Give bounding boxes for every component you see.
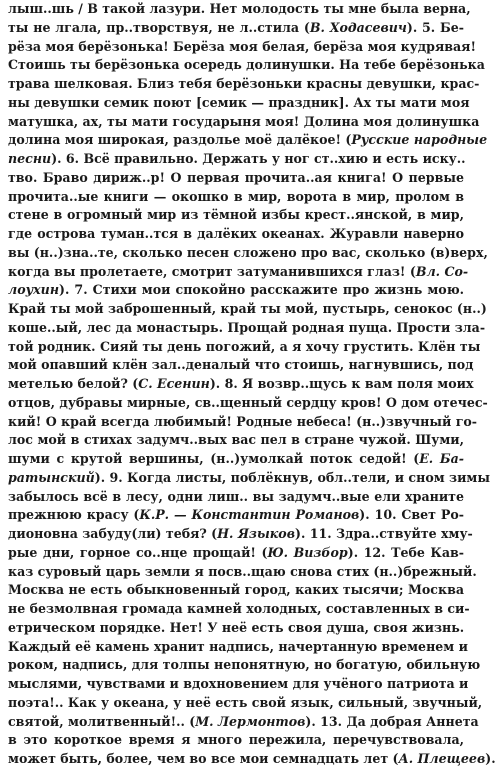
italic-citation: М. Лермонтов: [195, 713, 306, 729]
text-run: трава шелковая. Близ тебя берёзоньки красны девушки, крас-: [8, 76, 480, 91]
italic-citation: К.Р. — Константин Романов: [139, 507, 360, 523]
text-line: [8, 338, 481, 357]
text-run: шуми с крутой вершины, (н..)умолкай поток седой! (: [8, 451, 420, 466]
text-line: [8, 619, 464, 638]
text-run: святой, молитвенный!.. (: [8, 713, 196, 729]
text-run: прежнюю красу (: [8, 507, 140, 523]
text-line: [8, 469, 490, 488]
document-page: [8, 0, 496, 769]
text-line: [8, 319, 486, 338]
italic-citation: С. Есенин: [138, 376, 210, 391]
text-run: Каждый её камень хранит надпись, начертанную временем и: [8, 638, 468, 654]
text-run: ). 6. Всё правильно. Держать у ног ст..хию и есть иску..: [51, 151, 466, 166]
text-run: кий! О край всегда любимый! Родные небеса! (н..)звучный го-: [8, 413, 478, 429]
text-line: [8, 356, 474, 375]
text-run: Стоишь ты берёзонька осередь долинушки. На тебе берёзонька: [8, 57, 485, 73]
text-line: [8, 19, 464, 38]
text-line: [8, 188, 464, 207]
text-line: [8, 450, 464, 469]
text-line: [8, 506, 464, 525]
text-line: [8, 375, 474, 394]
text-run: дионовна забуду(ли) тебя? (: [8, 526, 218, 541]
text-line: [8, 563, 477, 582]
text-run: отцов, дубравы мирные, св..щенный сердцу кров! О дом отечес-: [8, 394, 488, 410]
text-line: [8, 694, 483, 713]
text-run: ). 12. Тебе Кав-: [347, 544, 464, 560]
text-line: [8, 656, 481, 675]
italic-citation: Вл. Со-: [415, 263, 469, 279]
text-run: лыш..шь / В такой лазури. Нет молодость ты мне была верна,: [8, 1, 471, 16]
text-run: ). 13. Да добрая Аннета: [305, 713, 479, 729]
text-line: [8, 488, 464, 507]
text-line: [8, 638, 468, 657]
text-line: [8, 38, 476, 57]
text-line: [8, 581, 464, 600]
text-run: где острова туман..тся в далёких океанах. Журавли наверно: [8, 226, 464, 241]
text-run: Край ты мой заброшенный, край ты мой, пустырь, сенокос (н..): [8, 301, 487, 316]
italic-citation: А. Плещеев: [398, 751, 486, 766]
text-line: [8, 56, 485, 75]
text-run: Москва не есть обыкновенный город, каких тысячи; Москва: [8, 582, 464, 598]
text-run: ). 7. Стихи мои спокойно расскажите про жизнь мою.: [59, 282, 464, 298]
text-run: не безмолвная громада камней холодных, составленных в си-: [8, 601, 470, 616]
text-line: [8, 131, 488, 150]
text-run: тво. Браво дириж..р! О первая прочита..ая книга! О первые: [8, 169, 464, 185]
text-run: етрическом порядке. Нет! У неё есть своя душа, своя жизнь.: [8, 619, 465, 635]
text-line: [8, 600, 470, 619]
text-run: мыслями, чувствами и вдохновением для учёного патриота и: [8, 676, 469, 691]
text-line: [8, 225, 464, 244]
text-run: ). 8. Я возвр..щусь к вам поля моих: [209, 376, 474, 391]
text-line: [8, 263, 469, 282]
text-line: [8, 113, 480, 132]
text-line: [8, 300, 487, 319]
text-run: мой опавший клён зал..деналый что стоишь, нагнувшись, под: [8, 357, 474, 373]
text-line: [8, 731, 464, 750]
text-run: метелью белой? (: [8, 376, 139, 391]
text-run: рёза моя берёзонька! Берёза моя белая, берёза моя кудрявая!: [8, 38, 476, 54]
text-line: [8, 394, 488, 413]
text-run: в это короткое время я много пережила, перечувствовала,: [8, 732, 464, 748]
italic-citation: ратынский: [8, 469, 95, 485]
text-line: [8, 544, 464, 563]
text-line: [8, 0, 471, 19]
text-line: [8, 94, 470, 113]
text-run: ). 9. Когда листы, поблёкнув, обл..тели, и сном зимы: [94, 469, 490, 485]
italic-citation: Е. Ба-: [419, 451, 464, 466]
text-run: долина моя широкая, раздолье моё далёкое! (: [8, 132, 352, 148]
text-run: кошe..ый, лес да монастырь. Прощай родная пуща. Прости зла-: [8, 319, 486, 335]
text-run: ). 11. Здра..ствуйте хму-: [294, 526, 473, 541]
text-run: ны девушки семик поют [семик — праздник]. Ах ты мати моя: [8, 94, 470, 110]
text-run: ).: [485, 751, 496, 766]
text-line: [8, 431, 464, 450]
text-run: ты не лгала, пр..творствуя, не л..стила (: [8, 19, 310, 35]
text-run: рые дни, горное со..нце прощай! (: [8, 544, 268, 560]
text-run: матушка, ах, ты мати государыня моя! Долина моя долинушка: [8, 113, 480, 129]
text-line: [8, 413, 478, 432]
text-run: вы (н..)зна..те, сколько песен сложено про вас, сколько (в)верх,: [8, 244, 488, 260]
text-run: ). 10. Свет Ро-: [359, 507, 464, 523]
text-line: [8, 206, 464, 225]
text-run: ). 5. Бе-: [406, 19, 464, 35]
text-run: прочита..ые книги — окошко в мир, ворота в мир, пролом в: [8, 188, 464, 204]
text-line: [8, 75, 480, 94]
text-run: поэта!.. Как у океана, у неё есть свой язык, сильный, звучный,: [8, 694, 483, 710]
text-run: может быть, более, чем во все мои семнадцать лет (: [8, 751, 399, 766]
text-line: [8, 750, 496, 769]
italic-citation: лоухин: [8, 282, 59, 298]
italic-citation: песни: [8, 151, 52, 166]
text-line: [8, 675, 469, 694]
text-run: роком, надпись, для толпы непонятную, но богатую, обильную: [8, 657, 481, 673]
text-run: лос мой в стихах задумч..вых вас пел в стране чужой. Шуми,: [8, 432, 464, 448]
text-run: забылось всё в лесу, одни лиш.. вы задумч..вые ели храните: [8, 488, 464, 504]
text-line: [8, 525, 473, 544]
text-line: [8, 281, 464, 300]
text-run: когда вы пролетаете, смотрит затуманившихся глаз! (: [8, 263, 416, 279]
text-line: [8, 244, 488, 263]
italic-citation: Ю. Визбор: [267, 544, 348, 560]
text-run: стене в огромный мир из тёмной избы крест..янской, в мир,: [8, 207, 464, 223]
italic-citation: Русские народные: [351, 132, 488, 148]
text-run: той родник. Сияй ты день погожий, а я хочу грустить. Клён ты: [8, 338, 481, 354]
italic-citation: Н. Языков: [217, 526, 295, 541]
text-run: каз суровый царь земли я посв..щаю снова стих (н..)брежный.: [8, 563, 477, 579]
text-line: [8, 169, 464, 188]
italic-citation: В. Ходасевич: [309, 19, 407, 35]
text-line: [8, 713, 479, 732]
text-line: [8, 150, 464, 169]
